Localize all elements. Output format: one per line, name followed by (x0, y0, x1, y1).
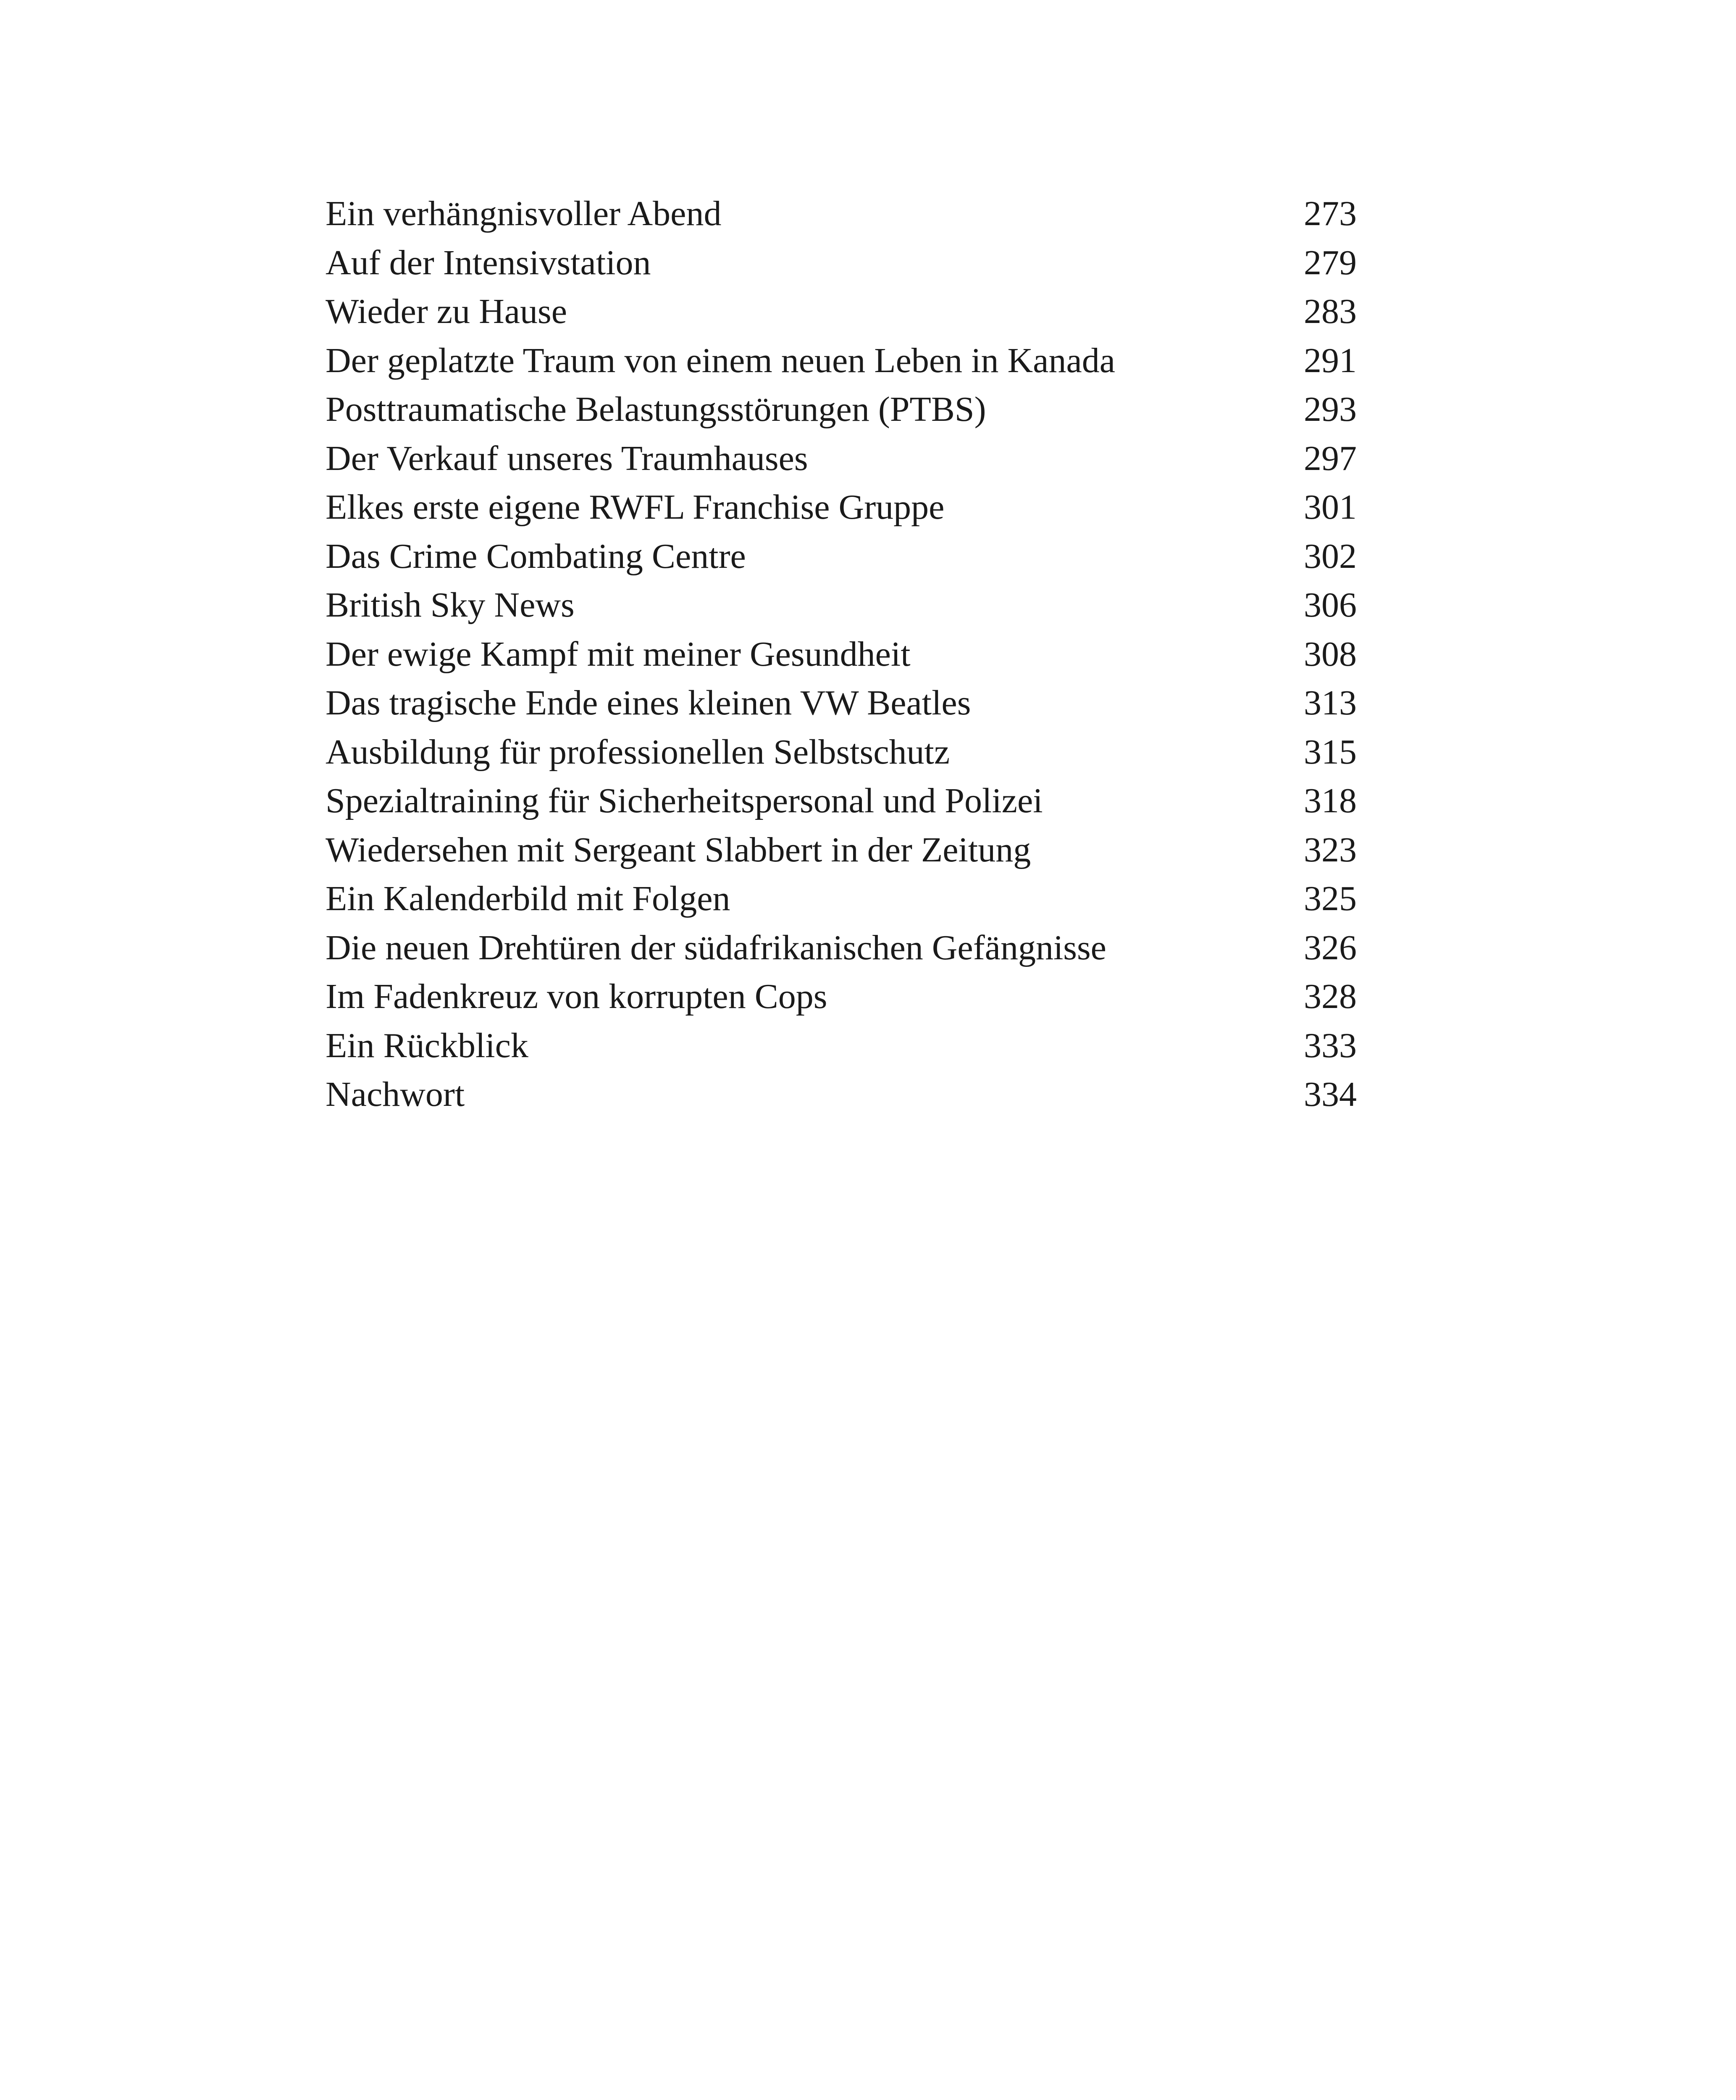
toc-entry-page: 325 (1304, 879, 1357, 918)
toc-entry-page: 301 (1304, 488, 1357, 527)
toc-entry (326, 679, 1357, 728)
toc-entry-title: Der ewige Kampf mit meiner Gesundheit (326, 634, 911, 674)
toc-entry-title: Ein Kalenderbild mit Folgen (326, 879, 730, 918)
toc-entry-title: Auf der Intensivstation (326, 243, 651, 282)
toc-entry (326, 630, 1357, 679)
toc-entry (326, 385, 1357, 434)
toc-entry-title: Ein Rückblick (326, 1026, 528, 1065)
toc-entry-page: 333 (1304, 1026, 1357, 1065)
toc-entry (326, 532, 1357, 581)
toc-entry-page: 328 (1304, 977, 1357, 1016)
toc-entry-title: Posttraumatische Belastungsstörungen (PTBS) (326, 390, 986, 429)
table-of-contents (326, 189, 1357, 1119)
toc-entry-page: 323 (1304, 830, 1357, 869)
toc-entry-page: 293 (1304, 390, 1357, 429)
toc-entry (326, 924, 1357, 973)
toc-entry (326, 434, 1357, 483)
toc-entry-title: Im Fadenkreuz von korrupten Cops (326, 977, 827, 1016)
toc-entry (326, 777, 1357, 826)
toc-entry-title: Elkes erste eigene RWFL Franchise Gruppe (326, 488, 945, 527)
toc-entry-title: Die neuen Drehtüren der südafrikanischen Gefängnisse (326, 928, 1106, 967)
toc-entry-title: Ein verhängnisvoller Abend (326, 194, 722, 233)
toc-entry-title: Nachwort (326, 1075, 465, 1114)
toc-entry-page: 308 (1304, 634, 1357, 674)
toc-entry-page: 315 (1304, 732, 1357, 772)
toc-entry-page: 313 (1304, 683, 1357, 722)
toc-entry-page: 279 (1304, 243, 1357, 282)
toc-entry (326, 483, 1357, 532)
toc-entry (326, 1021, 1357, 1071)
toc-entry (326, 826, 1357, 875)
toc-entry-page: 318 (1304, 781, 1357, 820)
toc-entry-page: 273 (1304, 194, 1357, 233)
toc-entry-title: Spezialtraining für Sicherheitspersonal und Polizei (326, 781, 1043, 820)
toc-entry-page: 326 (1304, 928, 1357, 967)
toc-entry (326, 874, 1357, 924)
toc-entry-page: 306 (1304, 585, 1357, 625)
toc-entry-title: Das Crime Combating Centre (326, 536, 746, 576)
toc-entry-title: Wiedersehen mit Sergeant Slabbert in der Zeitung (326, 830, 1031, 869)
toc-entry (326, 728, 1357, 777)
toc-entry-title: Das tragische Ende eines kleinen VW Beatles (326, 683, 971, 722)
toc-entry (326, 336, 1357, 386)
toc-entry (326, 287, 1357, 336)
toc-entry (326, 1070, 1357, 1119)
toc-entry-page: 302 (1304, 536, 1357, 576)
toc-entry (326, 581, 1357, 630)
toc-entry-title: Wieder zu Hause (326, 292, 567, 331)
toc-entry (326, 239, 1357, 288)
toc-entry (326, 189, 1357, 239)
toc-entry (326, 972, 1357, 1021)
toc-entry-page: 283 (1304, 292, 1357, 331)
toc-entry-title: Der geplatzte Traum von einem neuen Leben in Kanada (326, 341, 1116, 380)
toc-entry-page: 334 (1304, 1075, 1357, 1114)
toc-entry-page: 297 (1304, 438, 1357, 478)
toc-entry-title: Der Verkauf unseres Traumhauses (326, 438, 808, 478)
toc-entry-title: British Sky News (326, 585, 575, 625)
toc-entry-page: 291 (1304, 341, 1357, 380)
toc-entry-title: Ausbildung für professionellen Selbstschutz (326, 732, 950, 772)
